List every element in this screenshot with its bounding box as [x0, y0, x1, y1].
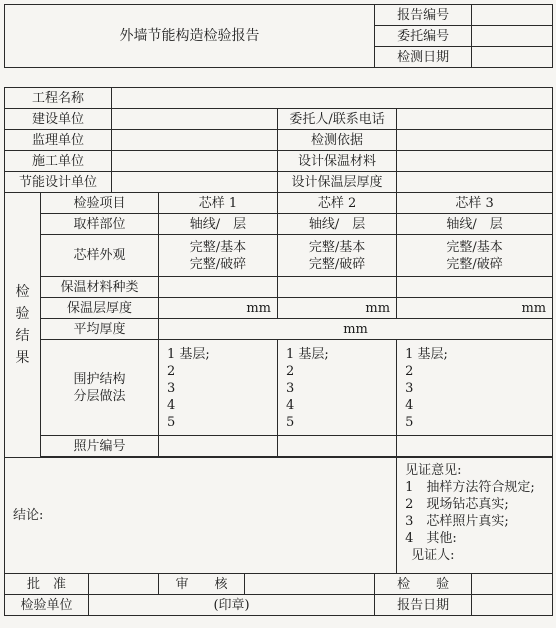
photo-number-label: 照片编号	[41, 436, 159, 457]
review-value[interactable]	[245, 574, 375, 595]
wall-structure-label: 围护结构 分层做法	[41, 340, 159, 436]
test-date-value[interactable]	[472, 47, 553, 68]
average-thickness-value[interactable]: mm	[159, 319, 553, 340]
core-1-thickness[interactable]: mm	[159, 298, 278, 319]
core-2-thickness[interactable]: mm	[278, 298, 397, 319]
inspection-unit-label: 检验单位	[5, 595, 89, 616]
construction-unit-value[interactable]	[112, 109, 278, 130]
report-number-value[interactable]	[472, 5, 553, 26]
witness-opinion[interactable]: 见证意见: 1 抽样方法符合规定; 2 现场钻芯真实; 3 芯样照片真实; 4 其他: 见证人:	[397, 458, 553, 574]
report-title: 外墙节能构造检验报告	[5, 5, 375, 68]
client-contact-label: 委托人/联系电话	[278, 109, 397, 130]
supervision-unit-label: 监理单位	[5, 130, 112, 151]
core-3-photo[interactable]	[397, 436, 553, 457]
review-label: 审 核	[159, 574, 245, 595]
core-2-position[interactable]: 轴线/ 层	[278, 214, 397, 235]
core-1-photo[interactable]	[159, 436, 278, 457]
core-1-layers[interactable]: 1 基层; 2 3 4 5	[159, 340, 278, 436]
project-name-value[interactable]	[112, 88, 553, 109]
test-basis-label: 检测依据	[278, 130, 397, 151]
test-basis-value[interactable]	[397, 130, 553, 151]
commission-number-label: 委托编号	[375, 26, 472, 47]
core-3-position[interactable]: 轴线/ 层	[397, 214, 553, 235]
core-2-appearance[interactable]: 完整/基本 完整/破碎	[278, 235, 397, 277]
report-date-value[interactable]	[472, 595, 553, 616]
report-form	[4, 4, 553, 616]
core-2-header: 芯样 2	[278, 193, 397, 214]
sampling-position-label: 取样部位	[41, 214, 159, 235]
commission-number-value[interactable]	[472, 26, 553, 47]
supervision-unit-value[interactable]	[112, 130, 278, 151]
report-date-label: 报告日期	[375, 595, 472, 616]
contractor-label: 施工单位	[5, 151, 112, 172]
average-thickness-label: 平均厚度	[41, 319, 159, 340]
core-1-position[interactable]: 轴线/ 层	[159, 214, 278, 235]
inspection-result-label: 检 验 结 果	[5, 193, 41, 458]
design-insulation-value[interactable]	[397, 151, 553, 172]
design-thickness-value[interactable]	[397, 172, 553, 193]
appearance-label: 芯样外观	[41, 235, 159, 277]
test-date-label: 检测日期	[375, 47, 472, 68]
core-1-header: 芯样 1	[159, 193, 278, 214]
approve-value[interactable]	[89, 574, 159, 595]
core-3-layers[interactable]: 1 基层; 2 3 4 5	[397, 340, 553, 436]
report-number-label: 报告编号	[375, 5, 472, 26]
project-name-label: 工程名称	[5, 88, 112, 109]
inspection-item-label: 检验项目	[41, 193, 159, 214]
core-3-insulation-type[interactable]	[397, 277, 553, 298]
design-thickness-label: 设计保温层厚度	[278, 172, 397, 193]
approve-label: 批 准	[5, 574, 89, 595]
contractor-value[interactable]	[112, 151, 278, 172]
header-spacer	[5, 68, 553, 88]
client-contact-value[interactable]	[397, 109, 553, 130]
core-2-insulation-type[interactable]	[278, 277, 397, 298]
core-2-photo[interactable]	[278, 436, 397, 457]
core-3-header: 芯样 3	[397, 193, 553, 214]
energy-design-unit-label: 节能设计单位	[5, 172, 112, 193]
core-3-appearance[interactable]: 完整/基本 完整/破碎	[397, 235, 553, 277]
insulation-type-label: 保温材料种类	[41, 277, 159, 298]
core-2-layers[interactable]: 1 基层; 2 3 4 5	[278, 340, 397, 436]
construction-unit-label: 建设单位	[5, 109, 112, 130]
energy-design-unit-value[interactable]	[112, 172, 278, 193]
core-1-insulation-type[interactable]	[159, 277, 278, 298]
inspect-value[interactable]	[472, 574, 553, 595]
conclusion-label[interactable]: 结论:	[5, 458, 397, 574]
inspect-label: 检 验	[375, 574, 472, 595]
core-3-thickness[interactable]: mm	[397, 298, 553, 319]
design-insulation-label: 设计保温材料	[278, 151, 397, 172]
core-1-appearance[interactable]: 完整/基本 完整/破碎	[159, 235, 278, 277]
seal-area[interactable]: (印章)	[89, 595, 375, 616]
insulation-thickness-label: 保温层厚度	[41, 298, 159, 319]
